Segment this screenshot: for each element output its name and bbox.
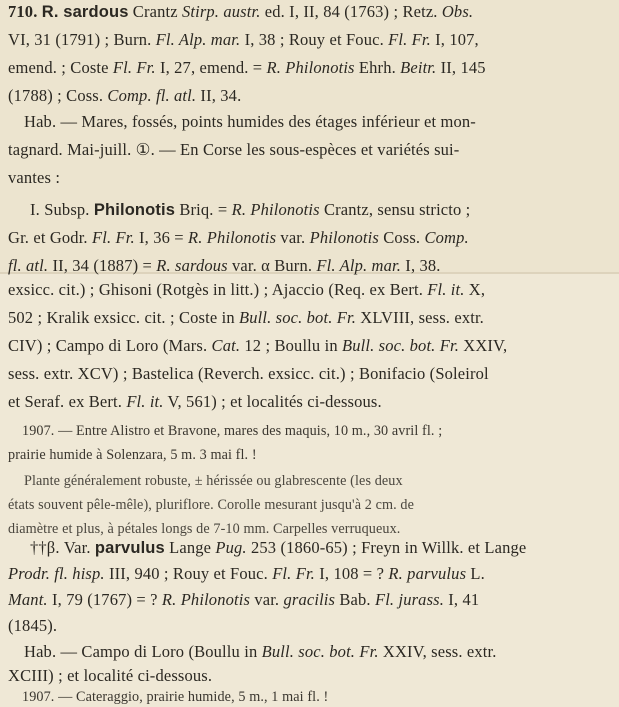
italic-text: Comp.	[424, 230, 469, 247]
italic-text: R. parvulus	[388, 566, 467, 583]
italic-text: R. Philonotis	[161, 592, 251, 609]
bold-text: Philonotis	[93, 202, 176, 219]
text-run: var. α Burn.	[227, 258, 317, 275]
text-line	[8, 32, 619, 49]
text-line	[8, 566, 619, 583]
italic-text: Fl. Fr.	[91, 230, 135, 247]
text-run: II, 145	[436, 60, 486, 77]
text-run: 12 ; Boullu in	[240, 338, 342, 355]
text-line	[8, 282, 619, 299]
text-run: Hab. — Campo di Loro (Boullu in	[24, 644, 262, 661]
text-line	[8, 338, 619, 355]
text-run: sess. extr. XCV) ; Bastelica (Reverch. exsicc. cit.) ; Bonifacio (Soleirol	[8, 366, 489, 383]
italic-text: gracilis	[283, 592, 336, 609]
italic-text: Pug.	[215, 540, 247, 557]
italic-text: R. Philonotis	[266, 60, 355, 77]
text-run: prairie humide à Solenzara, 5 m. 3 mai fl. !	[8, 448, 257, 463]
italic-text: Fl. Alp. mar.	[316, 258, 402, 275]
text-run: Lange	[164, 540, 216, 557]
text-run: (1788) ; Coss.	[8, 88, 108, 105]
italic-text: Bull. soc. bot. Fr.	[239, 310, 356, 327]
text-line	[8, 668, 619, 685]
text-line	[8, 88, 619, 105]
italic-text: Fl. Fr.	[388, 32, 431, 49]
text-run: Bab.	[335, 592, 375, 609]
text-run: tagnard. Mai-juill. ①. — En Corse les sous-espèces et variétés sui-	[8, 142, 460, 159]
text-run: Coss.	[378, 230, 425, 247]
text-line	[8, 4, 619, 21]
text-run: XXIV,	[458, 338, 508, 355]
text-run: diamètre et plus, à pétales longs de 7-10 mm. Carpelles verruqueux.	[8, 522, 401, 537]
text-line	[24, 114, 619, 131]
text-run: exsicc. cit.) ; Ghisoni (Rotgès in litt.) ; Ajaccio (Req. ex Bert.	[8, 282, 428, 299]
text-run: XXIV, sess. extr.	[378, 644, 497, 661]
text-line	[22, 424, 619, 438]
text-run: ed. I, II, 84 (1763) ; Retz.	[260, 4, 442, 21]
italic-text: Mant.	[8, 592, 48, 609]
text-run: Hab. — Mares, fossés, points humides des étages inférieur et mon-	[24, 114, 476, 131]
italic-text: Obs.	[441, 4, 474, 21]
text-run: VI, 31 (1791) ; Burn.	[8, 32, 156, 49]
text-line	[8, 618, 619, 635]
text-run: I, 38 ; Rouy et Fouc.	[240, 32, 389, 49]
italic-text: Bull. soc. bot. Fr.	[261, 644, 379, 661]
text-run: emend. ; Coste	[8, 60, 113, 77]
text-line	[8, 394, 619, 411]
text-run: (1845).	[8, 618, 58, 635]
text-line	[22, 690, 619, 704]
italic-text: Fl. it.	[126, 394, 164, 411]
text-run: X,	[464, 282, 486, 299]
italic-text: Fl. jurass.	[374, 592, 445, 609]
text-line	[8, 366, 619, 383]
text-line	[8, 230, 619, 247]
text-run: 253 (1860-65) ; Freyn in Willk. et Lange	[246, 540, 527, 557]
italic-text: Prodr. fl. hisp.	[8, 566, 105, 583]
text-line	[8, 60, 619, 77]
text-run: L.	[466, 566, 485, 583]
italic-text: Fl. it.	[427, 282, 465, 299]
italic-text: fl. atl.	[8, 258, 49, 275]
text-run: Crantz	[128, 4, 182, 21]
text-run: I, 41	[444, 592, 480, 609]
text-run: I, 36 =	[134, 230, 189, 247]
text-run: états souvent pêle-mêle), pluriflore. Corolle mesurant jusqu'à 2 cm. de	[8, 498, 414, 513]
text-run: I, 107,	[430, 32, 479, 49]
text-run: I, 27, emend. =	[155, 60, 267, 77]
text-run: I, 108 = ?	[314, 566, 389, 583]
text-run: II, 34.	[196, 88, 242, 105]
text-run: I, 38.	[401, 258, 441, 275]
bold-text: 710.	[8, 4, 42, 21]
text-run: II, 34 (1887) =	[48, 258, 157, 275]
text-run: var.	[250, 592, 284, 609]
italic-text: Stirp. austr.	[181, 4, 261, 21]
text-run: XCIII) ; et localité ci-dessous.	[8, 668, 213, 685]
text-run: 502 ; Kralik exsicc. cit. ; Coste in	[8, 310, 240, 327]
text-run: var.	[276, 230, 310, 247]
text-run: XLVIII, sess. extr.	[356, 310, 484, 327]
italic-text: Fl. Fr.	[112, 60, 156, 77]
text-run: 1907. — Cateraggio, prairie humide, 5 m., 1 mai fl. !	[22, 690, 329, 705]
text-run: I. Subsp.	[30, 202, 94, 219]
text-run: et Seraf. ex Bert.	[8, 394, 127, 411]
text-run: III, 940 ; Rouy et Fouc.	[104, 566, 273, 583]
italic-text: R. Philonotis	[231, 202, 320, 219]
text-run: Gr. et Godr.	[8, 230, 92, 247]
italic-text: R. sardous	[156, 258, 228, 275]
text-run: vantes :	[8, 170, 61, 187]
text-run: Plante généralement robuste, ± hérissée ou glabrescente (les deux	[24, 474, 403, 489]
text-line	[8, 258, 619, 275]
italic-text: Beitr.	[400, 60, 437, 77]
italic-text: Philonotis	[309, 230, 379, 247]
italic-text: Bull. soc. bot. Fr.	[342, 338, 459, 355]
text-line	[8, 522, 619, 536]
text-line	[30, 540, 619, 557]
text-line	[30, 202, 619, 219]
text-run: 1907. — Entre Alistro et Bravone, mares des maquis, 10 m., 30 avril fl. ;	[22, 424, 443, 439]
italic-text: R. Philonotis	[188, 230, 277, 247]
text-run: Briq. =	[175, 202, 232, 219]
text-line	[8, 498, 619, 512]
text-run: V, 561) ; et localités ci-dessous.	[163, 394, 382, 411]
text-line	[8, 170, 619, 187]
text-run: CIV) ; Campo di Loro (Mars.	[8, 338, 212, 355]
text-line	[8, 310, 619, 327]
text-line	[8, 448, 619, 462]
text-line	[24, 474, 619, 488]
text-run: Crantz, sensu stricto ;	[319, 202, 471, 219]
bold-text: parvulus	[94, 540, 165, 557]
text-run: I, 79 (1767) = ?	[47, 592, 162, 609]
bold-text: R. sardous	[41, 4, 129, 21]
italic-text: Fl. Alp. mar.	[155, 32, 241, 49]
text-run: Ehrh.	[354, 60, 401, 77]
italic-text: Fl. Fr.	[272, 566, 315, 583]
italic-text: Comp. fl. atl.	[107, 88, 197, 105]
italic-text: Cat.	[211, 338, 241, 355]
text-line	[8, 142, 619, 159]
text-line	[8, 592, 619, 609]
text-line	[24, 644, 619, 661]
text-run: ††β. Var.	[30, 540, 95, 557]
